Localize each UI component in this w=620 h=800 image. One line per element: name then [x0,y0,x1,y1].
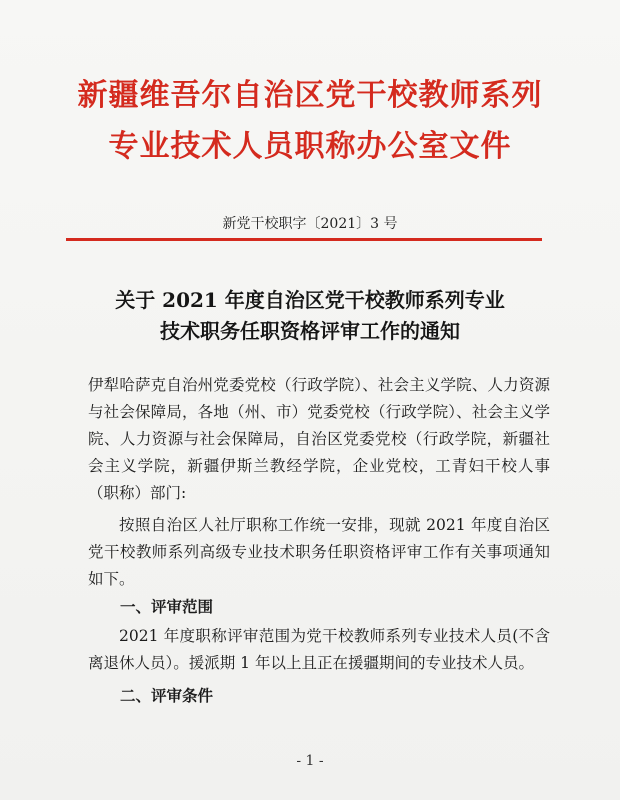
red-divider-line [66,238,542,241]
document-number: 新党干校职字〔2021〕3 号 [222,216,398,232]
addressee-paragraph: 伊犁哈萨克自治州党委党校（行政学院）、社会主义学院、人力资源与社会保障局，各地（州、市）党委党校（行政学院）、社会主义学院、人力资源与社会保障局，自治区党委党校（行政学院，新疆社会主义学院，新疆伊斯兰教经学院，企业党校，工青妇干校人事（职称）部门: [88,376,550,502]
intro-paragraph: 按照自治区人社厅职称工作统一安排，现就 2021 年度自治区党干校教师系列高级专业技术职务任职资格评审工作有关事项通知如下。 [88,516,550,588]
page-number: - 1 - [296,753,324,769]
notice-title-line2: 技术职务任职资格评审工作的通知 [160,319,460,343]
issuing-office-title-line1: 新疆维吾尔自治区党干校教师系列 [77,78,543,113]
issuing-office-title-line2: 专业技术人员职称办公室文件 [108,129,512,164]
scope-paragraph: 2021 年度职称评审范围为党干校教师系列专业技术人员(不含离退休人员）。援派期 1 年以上且正在援疆期间的专业技术人员。 [88,627,550,672]
notice-title-line1: 关于 2021 年度自治区党干校教师系列专业 [115,288,505,312]
section-heading-scope: 一、评审范围 [120,597,214,616]
section-heading-conditions: 二、评审条件 [120,686,214,705]
